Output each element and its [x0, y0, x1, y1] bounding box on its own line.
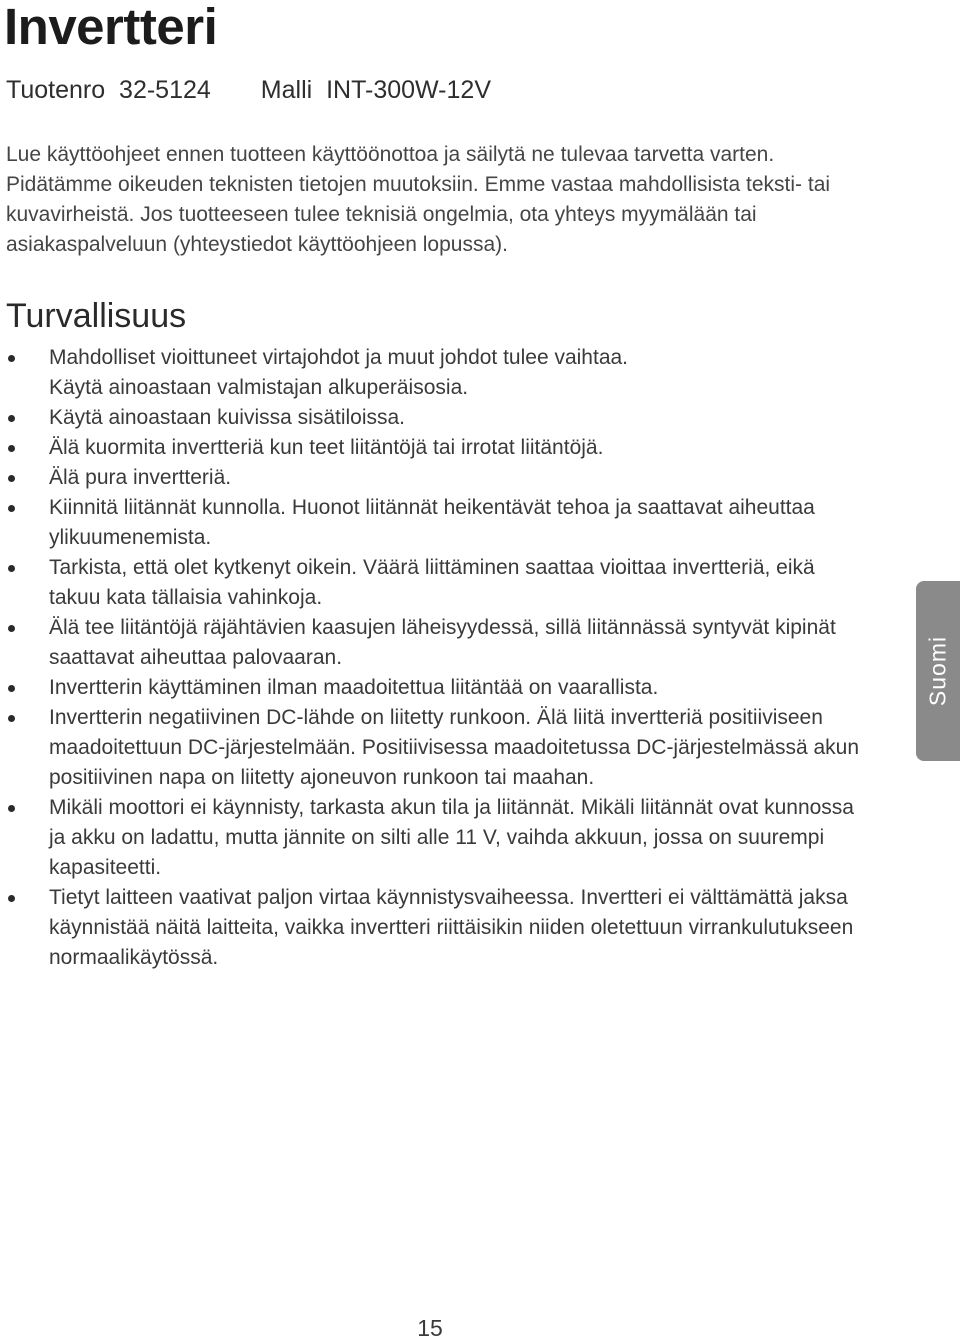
- bullet-icon: [8, 715, 15, 722]
- language-tab-label: Suomi: [924, 635, 951, 707]
- safety-list-item: [0, 793, 860, 883]
- bullet-icon: [8, 895, 15, 902]
- language-tab: [916, 581, 960, 761]
- bullet-icon: [8, 355, 15, 362]
- bullet-icon: [8, 505, 15, 512]
- safety-list-item: [0, 883, 860, 973]
- safety-item-text: Mikäli moottori ei käynnisty, tarkasta akun tila ja liitännät. Mikäli liitännät ovat kunnossa ja akku on ladattu, mutta jännite on silti alle 11 V, vaihda akkuun, jossa on suurempi kapasiteetti.: [49, 796, 854, 879]
- product-info: [6, 74, 491, 106]
- safety-item-text: Invertterin negatiivinen DC-lähde on liitetty runkoon. Älä liitä invertteriä positiiviseen maadoitettuun DC-järjestelmään. Positiivisessa maadoitetussa DC-järjestelmässä akun positiivinen napa on liitetty ajoneuvon runkoon tai maahan.: [49, 706, 860, 789]
- model-number: INT-300W-12V: [326, 76, 491, 104]
- safety-item-text: Mahdolliset vioittuneet virtajohdot ja muut johdot tulee vaihtaa.: [49, 346, 629, 369]
- safety-item-text: Käytä ainoastaan kuivissa sisätiloissa.: [49, 406, 406, 429]
- product-number-label: Tuotenro: [6, 76, 106, 104]
- safety-list-item: [0, 343, 860, 373]
- safety-list-item: [0, 613, 860, 673]
- safety-list-item: [0, 493, 860, 553]
- product-number: 32-5124: [119, 76, 211, 104]
- safety-item-text: Tarkista, että olet kytkenyt oikein. Väärä liittäminen saattaa vioittaa invertteriä, eikä takuu kata tällaisia vahinkoja.: [49, 556, 815, 609]
- safety-item-text: Invertterin käyttäminen ilman maadoitettua liitäntää on vaarallista.: [49, 676, 659, 699]
- bullet-icon: [8, 805, 15, 812]
- model-label: Malli: [260, 76, 313, 104]
- page-title: Invertteri: [4, 0, 218, 55]
- bullet-icon: [8, 625, 15, 632]
- bullet-icon: [8, 445, 15, 452]
- safety-item-text: Käytä ainoastaan valmistajan alkuperäisosia.: [49, 376, 469, 399]
- safety-list-item: [0, 433, 860, 463]
- bullet-icon: [8, 565, 15, 572]
- safety-heading: Turvallisuus: [6, 297, 187, 335]
- safety-list-item: [0, 373, 860, 403]
- safety-list-item: [0, 553, 860, 613]
- intro-paragraph: Lue käyttöohjeet ennen tuotteen käyttöönottoa ja säilytä ne tulevaa tarvetta varten. Pidätämme oikeuden teknisten tietojen muutoksiin. Emme vastaa mahdollisista teksti- tai kuvavirheistä. Jos tuotteeseen tulee teknisiä ongelmia, ota yhteys myymälään tai asiakaspalveluun (yhteystiedot käyttöohjeen lopussa).: [6, 143, 831, 256]
- bullet-icon: [8, 415, 15, 422]
- safety-list-item: [0, 703, 860, 793]
- safety-item-text: Kiinnitä liitännät kunnolla. Huonot liitännät heikentävät tehoa ja saattavat aiheuttaa ylikuumenemista.: [49, 496, 815, 549]
- bullet-icon: [8, 475, 15, 482]
- bullet-icon: [8, 685, 15, 692]
- safety-item-text: Älä kuormita invertteriä kun teet liitäntöjä tai irrotat liitäntöjä.: [49, 436, 604, 459]
- safety-list-item: [0, 673, 860, 703]
- safety-item-text: Tietyt laitteen vaativat paljon virtaa käynnistysvaiheessa. Invertteri ei välttämättä jaksa käynnistää näitä laitteita, vaikka invertteri riittäisikin niiden oletettuun virrankulutukseen normaalikäytössä.: [49, 886, 854, 969]
- safety-item-text: Älä pura invertteriä.: [49, 466, 232, 489]
- safety-list: [0, 343, 860, 973]
- safety-item-text: Älä tee liitäntöjä räjähtävien kaasujen läheisyydessä, sillä liitännässä syntyvät kipinät saattavat aiheuttaa palovaaran.: [49, 616, 836, 669]
- safety-list-item: [0, 403, 860, 433]
- page-number: 15: [417, 1315, 443, 1341]
- safety-list-item: [0, 463, 860, 493]
